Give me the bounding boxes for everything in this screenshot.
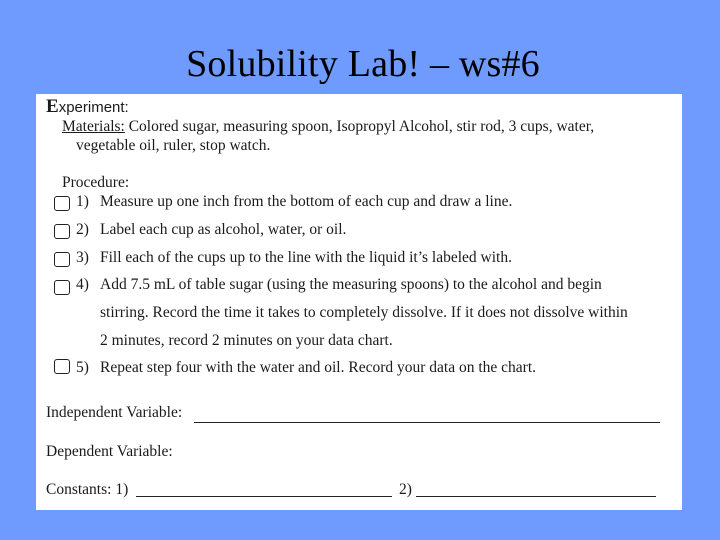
materials-text-1: Colored sugar, measuring spoon, Isopropyl Alcohol, stir rod, 3 cups, water, — [124, 118, 595, 135]
constant-2-blank[interactable] — [416, 496, 656, 497]
constant-2-label: 2) — [399, 481, 412, 498]
step-5-checkbox[interactable] — [54, 359, 70, 374]
step-2-text: Label each cup as alcohol, water, or oil. — [100, 221, 347, 238]
step-4-text-line-2: stirring. Record the time it takes to completely dissolve. If it does not dissolve within — [100, 304, 628, 321]
worksheet-image — [36, 94, 682, 510]
step-2-checkbox[interactable] — [54, 224, 70, 239]
step-1-number: 1) — [76, 193, 89, 210]
step-5-number: 5) — [76, 359, 89, 376]
step-4-checkbox[interactable] — [54, 280, 70, 295]
step-2-number: 2) — [76, 221, 89, 238]
constant-1-blank[interactable] — [136, 496, 392, 497]
step-5-text: Repeat step four with the water and oil. Record your data on the chart. — [100, 359, 537, 376]
step-1-text: Measure up one inch from the bottom of each cup and draw a line. — [100, 193, 513, 210]
step-3-number: 3) — [76, 249, 89, 266]
step-4-text-line-1: Add 7.5 mL of table sugar (using the measuring spoons) to the alcohol and begin — [100, 276, 602, 293]
materials-text-2: vegetable oil, ruler, stop watch. — [76, 137, 271, 154]
step-4-number: 4) — [76, 276, 89, 293]
experiment-heading — [46, 96, 129, 118]
slide-title: Solubility Lab! – ws#6 — [186, 43, 540, 85]
dependent-variable-label: Dependent Variable: — [46, 443, 173, 460]
materials-line-1 — [62, 118, 594, 136]
experiment-initial: E — [46, 96, 59, 117]
independent-variable-blank[interactable] — [194, 422, 660, 423]
procedure-label: Procedure: — [62, 174, 130, 191]
step-3-text: Fill each of the cups up to the line with the liquid it’s labeled with. — [100, 249, 512, 266]
step-1-checkbox[interactable] — [54, 196, 70, 211]
step-3-checkbox[interactable] — [54, 252, 70, 267]
materials-label: Materials: — [62, 118, 125, 135]
experiment-label: xperiment: — [58, 99, 129, 116]
constants-label: Constants: 1) — [46, 481, 129, 498]
independent-variable-label: Independent Variable: — [46, 404, 183, 421]
step-4-text-line-3: 2 minutes, record 2 minutes on your data chart. — [100, 332, 393, 349]
